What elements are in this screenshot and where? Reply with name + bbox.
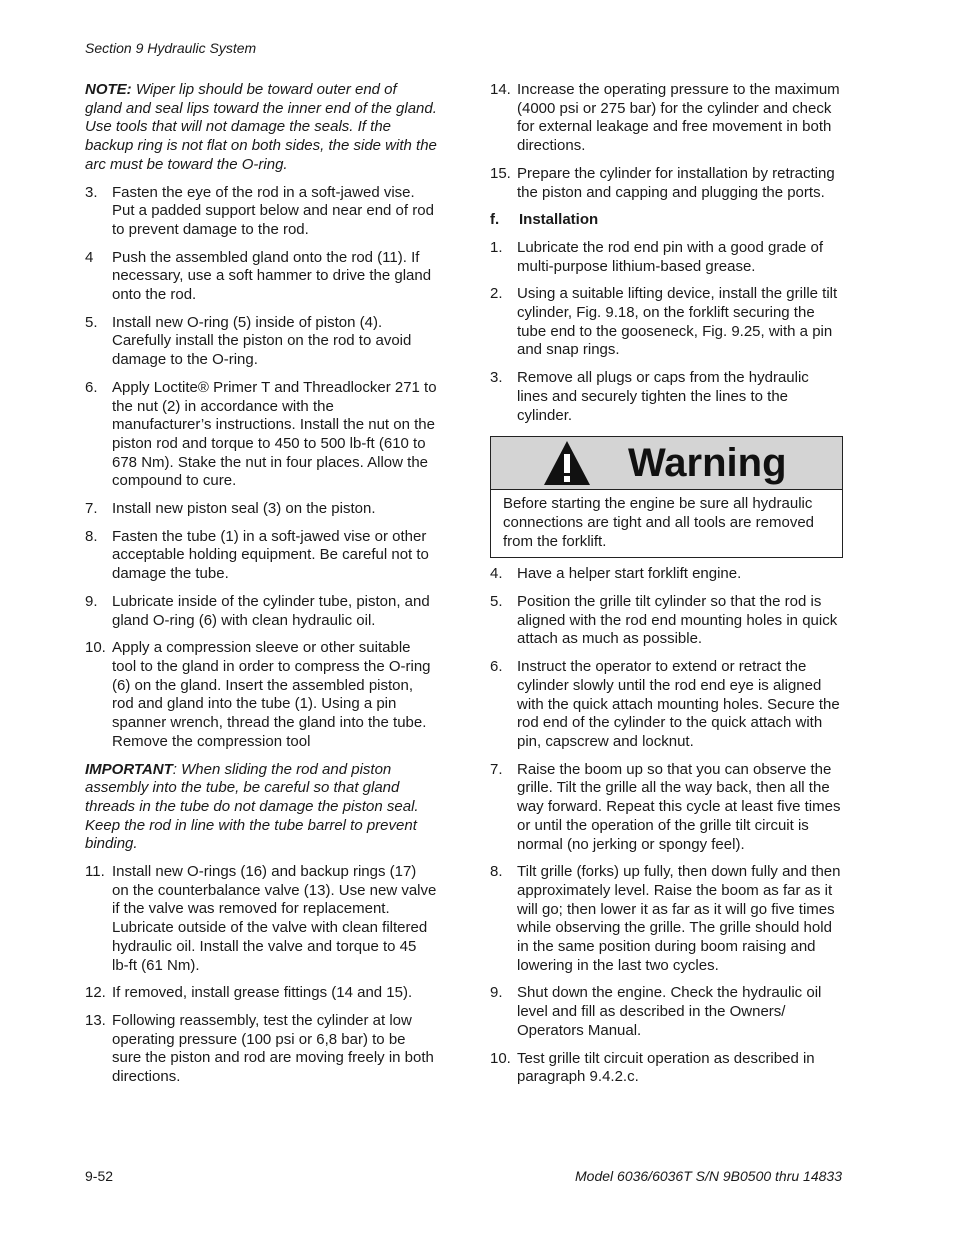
step-text: Lubricate the rod end pin with a good grade of multi-purpose lithium-based grease.: [517, 238, 824, 275]
step-number: 4: [85, 248, 94, 266]
left-column: [85, 81, 437, 1096]
step-text: Instruct the operator to extend or retract the cylinder slowly until the rod end eye is aligned with the quick attach mounting holes. Secure the rod end of the cylinder to the quick attach with pin, capscrew and locknut.: [517, 658, 840, 750]
step-number: 12.: [85, 984, 106, 1002]
steps-list-left-a: [85, 184, 437, 752]
warning-box: [490, 436, 843, 558]
right-column: [490, 81, 842, 1096]
step-number: 6.: [490, 658, 503, 676]
step-number: 1.: [490, 238, 503, 256]
step-number: 10.: [490, 1049, 511, 1067]
step-text: If removed, install grease fittings (14 and 15).: [112, 984, 413, 1002]
step-text: Install new O-ring (5) inside of piston (4). Carefully install the piston on the rod to avoid damage to the O-ring.: [112, 313, 412, 369]
step-number: 15.: [490, 164, 511, 182]
list-item: [490, 593, 842, 649]
step-number: 10.: [85, 639, 106, 657]
step-text: Increase the operating pressure to the maximum (4000 psi or 275 bar) for the cylinder and check for external leakage and free movement in both directions.: [517, 81, 840, 155]
step-number: 4.: [490, 565, 503, 583]
important-label: IMPORTANT: [85, 760, 173, 778]
step-number: 8.: [85, 527, 98, 545]
step-text: Raise the boom up so that you can observe the grille. Tilt the grille all the way back, then all the way forward. Repeat this cycle at least five times or until the operation of the grille tilt circuit is normal (no jerking or spongy feel).: [517, 760, 841, 853]
step-text: Test grille tilt circuit operation as described in paragraph 9.4.2.c.: [517, 1049, 815, 1086]
list-item: [85, 639, 437, 751]
list-item: [490, 863, 842, 975]
list-item: [490, 165, 842, 202]
step-text: Lubricate inside of the cylinder tube, piston, and gland O-ring (6) with clean hydraulic oil.: [112, 592, 430, 629]
important-paragraph: [85, 761, 437, 855]
steps-list-left-b: [85, 863, 437, 1087]
step-text: Fasten the tube (1) in a soft-jawed vise or other acceptable holding equipment. Be careful not to damage the tube.: [112, 527, 429, 583]
list-item: [490, 369, 842, 425]
list-item: [490, 239, 842, 276]
list-item: [85, 379, 437, 491]
step-text: Push the assembled gland onto the rod (11). If necessary, use a soft hammer to drive the gland onto the rod.: [112, 248, 432, 304]
step-text: Shut down the engine. Check the hydraulic oil level and fill as described in the Owners/ Operators Manual.: [517, 984, 822, 1039]
warning-title: Warning: [628, 441, 787, 486]
step-number: 13.: [85, 1011, 106, 1029]
step-text: Remove all plugs or caps from the hydraulic lines and securely tighten the lines to the cylinder.: [517, 369, 809, 424]
step-text: Following reassembly, test the cylinder at low operating pressure (100 psi or 6,8 bar) to be sure the piston and rod are moving freely in both directions.: [112, 1011, 434, 1086]
list-item: [85, 863, 437, 975]
step-number: 3.: [85, 183, 98, 201]
step-text: Install new piston seal (3) on the piston.: [112, 500, 376, 518]
page-number: 9-52: [85, 1168, 114, 1184]
step-number: 14.: [490, 81, 511, 98]
footer-model: Model 6036/6036T S/N 9B0500 thru 14833: [575, 1168, 842, 1184]
step-number: 3.: [490, 369, 503, 387]
list-item: [85, 500, 437, 519]
step-text: Have a helper start forklift engine.: [517, 565, 742, 583]
list-item: [490, 81, 842, 156]
section-header: Section 9 Hydraulic System: [85, 40, 257, 56]
list-item: [85, 1012, 437, 1087]
important-text: : When sliding the rod and piston assembly into the tube, be careful so that gland threads in the tube do not damage the piston seal. Keep the rod in line with the tube barrel to prevent binding.: [85, 760, 419, 853]
step-number: 7.: [85, 500, 98, 518]
list-item: [490, 761, 842, 855]
step-number: 5.: [85, 313, 98, 331]
step-number: 9.: [490, 984, 503, 1002]
step-number: 5.: [490, 593, 503, 611]
list-item: [490, 565, 842, 584]
step-text: Using a suitable lifting device, install the grille tilt cylinder, Fig. 9.18, on the forklift securing the tube end to the gooseneck, Fig. 9.25, with a pin and snap rings.: [517, 285, 838, 359]
steps-list-right-c: [490, 565, 842, 1087]
list-item: [85, 593, 437, 630]
list-item: [490, 984, 842, 1040]
steps-list-right-a: [490, 81, 842, 202]
subsection-heading: [490, 211, 842, 230]
note-text: Wiper lip should be toward outer end of gland and seal lips toward the inner end of the gland. Use tools that will not damage the seals. If the backup ring is not flat on both sides, the side with the arc must be toward the O-ring.: [85, 81, 437, 173]
list-item: [85, 984, 437, 1003]
step-number: 11.: [85, 863, 105, 881]
step-number: 6.: [85, 378, 98, 396]
subsection-title: Installation: [519, 211, 599, 229]
steps-list-right-b: [490, 239, 842, 425]
note-label: NOTE:: [85, 81, 132, 98]
list-item: [490, 658, 842, 752]
list-item: [490, 285, 842, 360]
warning-triangle-icon: [543, 440, 591, 486]
step-number: 2.: [490, 285, 503, 303]
warning-text: Before starting the engine be sure all hydraulic connections are tight and all tools are removed from the forklift.: [503, 495, 815, 550]
list-item: [85, 184, 437, 240]
step-text: Fasten the eye of the rod in a soft-jawed vise. Put a padded support below and near end of rod to prevent damage to the rod.: [112, 183, 434, 238]
step-number: 8.: [490, 863, 503, 881]
warning-header: [491, 437, 842, 490]
step-text: Apply a compression sleeve or other suitable tool to the gland in order to compress the O-ring (6) on the gland. Insert the assembled piston, rod and gland into the tube (1). Using a pin spanner wrench, thread the gland into the tube. Remove the compression tool: [112, 639, 431, 750]
step-text: Position the grille tilt cylinder so that the rod is aligned with the rod end mounting holes in quick attach as much as possible.: [517, 593, 838, 648]
step-number: 7.: [490, 760, 503, 778]
step-text: Apply Loctite® Primer T and Threadlocker 271 to the nut (2) in accordance with the manufacturer’s instructions. Install the nut on the piston rod and torque to 450 to 500 lb-ft (610 to 678 Nm). Stake the nut in four places. Allow the compound to cure.: [112, 378, 437, 490]
list-item: [85, 314, 437, 370]
subsection-letter: f.: [490, 211, 500, 229]
list-item: [490, 1050, 842, 1087]
step-text: Tilt grille (forks) up fully, then down fully and then approximately level. Raise the boom as far as it will go; then lower it as far as it will go five times while observing the grille. The grille should hold in the same position during boom raising and lowering in the last two cycles.: [517, 863, 841, 974]
list-item: [85, 249, 437, 305]
step-number: 9.: [85, 592, 98, 610]
step-text: Prepare the cylinder for installation by retracting the piston and capping and plugging the ports.: [517, 164, 835, 201]
note-paragraph: [85, 81, 437, 175]
step-text: Install new O-rings (16) and backup rings (17) on the counterbalance valve (13). Use new valve if the valve was removed for replacement. Lubricate outside of the valve with clean filtered hydraulic oil. Install the valve and torque to 45 lb-ft (61 Nm).: [112, 863, 437, 974]
list-item: [85, 528, 437, 584]
